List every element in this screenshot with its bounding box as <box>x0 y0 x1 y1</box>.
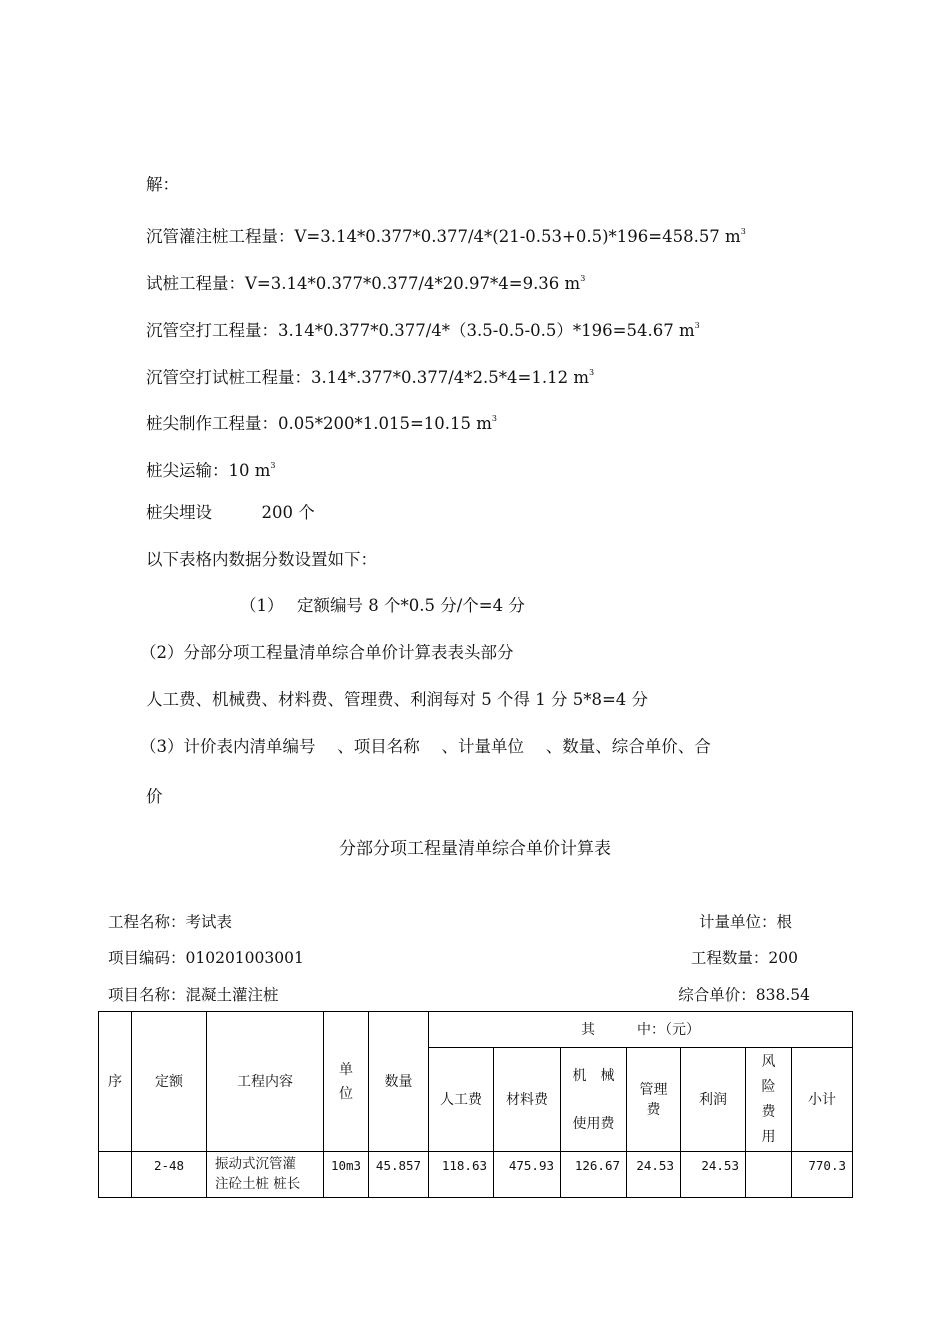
row-content-line2: 注砼土桩 桩长 <box>215 1176 301 1192</box>
row-seq <box>99 1152 132 1198</box>
calc-line-empty-test: 沉管空打试桩工程量：3.14*.377*0.377/4*2.5*4=1.12 $m^3$ <box>146 368 595 387</box>
header-machine <box>561 1048 627 1152</box>
calc-line-tip-make: 桩尖制作工程量：0.05*200*1.015=10.15 $m^3$ <box>146 414 498 433</box>
meta-item-code: 项目编码：010201003001 <box>108 949 304 967</box>
header-profit: 利润 <box>681 1048 746 1152</box>
header-unit-line1: 单 <box>339 1061 353 1078</box>
header-mgmt-line1: 管理 <box>639 1081 668 1098</box>
header-risk <box>746 1048 792 1152</box>
row-qty: 45.857 <box>369 1152 429 1198</box>
scoring-item-1: （1） 定额编号 8 个*0.5 分/个=4 分 <box>240 596 525 615</box>
header-machine-line2: 使用费 <box>572 1115 615 1132</box>
header-content: 工程内容 <box>207 1012 324 1152</box>
header-quota: 定额 <box>132 1012 207 1152</box>
header-risk-line4: 用 <box>761 1128 776 1145</box>
header-unit <box>324 1012 369 1152</box>
table-row <box>99 1152 853 1198</box>
header-mgmt-line2: 费 <box>646 1101 661 1118</box>
calc-line-tip-embed: 桩尖埋设 200 个 <box>146 503 315 522</box>
calc-line-pile-volume: 沉管灌注桩工程量：V=3.14*0.377*0.377/4*(21-0.53+0.5)*196=458.57 $m^3$ <box>146 227 746 246</box>
scoring-item-3-cont: 价 <box>146 787 163 806</box>
scoring-intro: 以下表格内数据分数设置如下： <box>146 550 377 569</box>
header-material: 材料费 <box>494 1048 561 1152</box>
header-unit-line2: 位 <box>339 1085 353 1102</box>
header-subtotal: 小计 <box>792 1048 853 1152</box>
table-title: 分部分项工程量清单综合单价计算表 <box>339 839 611 859</box>
row-machine: 126.67 <box>561 1152 627 1198</box>
calc-line-test-pile: 试桩工程量：V=3.14*0.377*0.377/4*20.97*4=9.36 $m^3$ <box>146 274 586 293</box>
solution-heading: 解： <box>146 175 179 194</box>
meta-quantity: 工程数量：200 <box>690 949 798 967</box>
header-seq: 序 <box>99 1012 132 1152</box>
header-risk-line1: 风 <box>761 1053 776 1070</box>
meta-unit-price: 综合单价：838.54 <box>678 986 810 1004</box>
row-quota: 2-48 <box>132 1152 207 1198</box>
scoring-item-3: （3）计价表内清单编号 、项目名称 、计量单位 、数量、综合单价、合 <box>140 737 711 756</box>
header-qty: 数量 <box>369 1012 429 1152</box>
meta-item-name: 项目名称：混凝土灌注桩 <box>108 986 279 1004</box>
header-among: 其 中：（元） <box>429 1012 853 1048</box>
row-material: 475.93 <box>494 1152 561 1198</box>
row-labor: 118.63 <box>429 1152 494 1198</box>
row-content <box>207 1152 324 1198</box>
row-risk <box>746 1152 792 1198</box>
row-subtotal: 770.3 <box>792 1152 853 1198</box>
scoring-item-2: （2）分部分项工程量清单综合单价计算表表头部分 <box>140 643 514 662</box>
meta-unit: 计量单位：根 <box>698 913 792 931</box>
header-mgmt <box>627 1048 681 1152</box>
calc-line-empty-drive: 沉管空打工程量：3.14*0.377*0.377/4*（3.5-0.5-0.5）*196=54.67 $m^3$ <box>146 321 700 340</box>
meta-project-name: 工程名称：考试表 <box>108 913 233 931</box>
row-unit: 10m3 <box>324 1152 369 1198</box>
row-content-line1: 振动式沉管灌 <box>215 1156 296 1172</box>
row-profit: 24.53 <box>681 1152 746 1198</box>
scoring-item-2-detail: 人工费、机械费、材料费、管理费、利润每对 5 个得 1 分 5*8=4 分 <box>146 690 649 709</box>
header-row-1 <box>99 1012 853 1048</box>
header-labor: 人工费 <box>429 1048 494 1152</box>
header-risk-line2: 险 <box>761 1078 776 1095</box>
header-machine-line1: 机 械 <box>572 1067 615 1084</box>
row-mgmt: 24.53 <box>627 1152 681 1198</box>
calc-table <box>98 1011 853 1198</box>
calc-line-tip-transport: 桩尖运输：10 $m^3$ <box>146 461 276 480</box>
header-risk-line3: 费 <box>761 1103 776 1120</box>
